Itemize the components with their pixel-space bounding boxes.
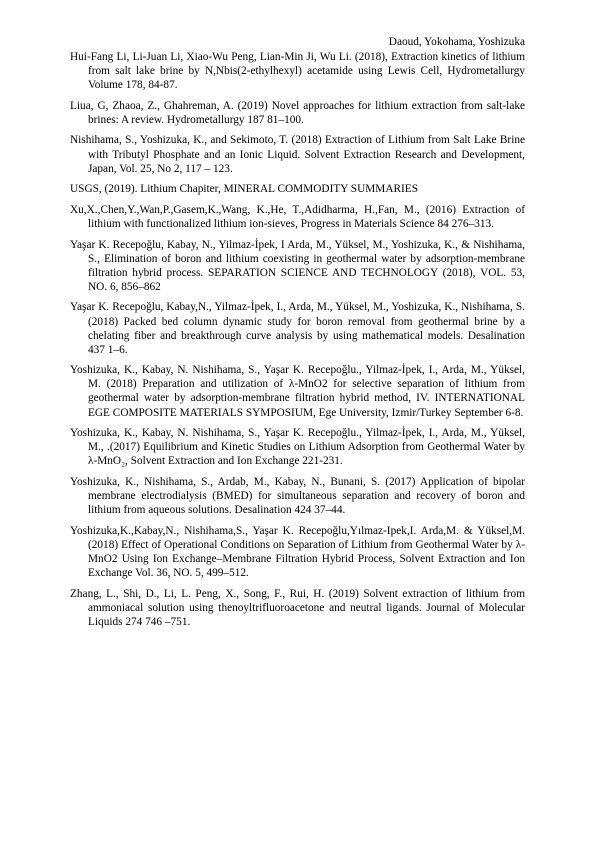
reference-entry: Yaşar K. Recepoğlu, Kabay,N., Yilmaz-İpek, I., Arda, M., Yüksel, M., Yoshizuka, K., Nishihama, S. (2018) Packed bed column dynamic study for boron removal from geothermal brine by a chelating fiber and breakthrough curve analysis by using mathematical models. Desalination 437 1–6. <box>70 301 525 356</box>
reference-entry: Zhang, L., Shi, D., Li, L. Peng, X., Song, F., Rui, H. (2019) Solvent extraction of lithium from ammoniacal solution using thenoyltrifluoroacetone and neutral ligands. Journal of Molecular Liquids 274 746 –751. <box>70 587 525 628</box>
reference-entry: USGS, (2019). Lithium Chapiter, MINERAL COMMODITY SUMMARIES <box>70 183 418 196</box>
running-header: Daoud, Yokohama, Yoshizuka <box>388 36 525 48</box>
reference-entry: Hui-Fang Li, Li-Juan Li, Xiao-Wu Peng, Lian-Min Ji, Wu Li. (2018), Extraction kinetics of lithium from salt lake brine by N,Nbis(2-ethylhexyl) acetamide using Lewis Cell, Hydrometallurgy Volume 178, 84-87. <box>70 51 525 92</box>
reference-entry: Yoshizuka, K., Kabay, N. Nishihama, S., Yaşar K. Recepoğlu., Yilmaz-İpek, I., Arda, M., Yüksel, M. (2018) Preparation and utilization of λ-MnO2 for selective separation of lithium from geothermal water by adsorption-membrane filtration hybrid method, IV. INTERNATIONAL EGE COMPOSITE MATERIALS SYMPOSIUM, Ege University, Izmir/Turkey September 6-8. <box>70 364 525 419</box>
reference-entry: Yaşar K. Recepoğlu, Kabay, N., Yilmaz-İpek, I Arda, M., Yüksel, M., Yoshizuka, K., & Nishihama, S., Elimination of boron and lithium coexisting in geothermal water by adsorption-membrane filtration hybrid process. SEPARATION SCIENCE AND TECHNOLOGY (2018), VOL. 53, NO. 6, 856–862 <box>70 238 525 293</box>
reference-entry: Yoshizuka,K.,Kabay,N., Nishihama,S., Yaşar K. Recepoğlu,Yılmaz-Ipek,I. Arda,M. & Yüksel,M. (2018) Effect of Operational Conditions on Separation of Lithium from Geothermal Water by λ-MnO2 Using Ion Exchange–Membrane Filtration Hybrid Process, Solvent Extraction and Ion Exchange Vol. 36, NO. 5, 499–512. <box>70 524 525 579</box>
reference-entry: Yoshizuka, K., Nishihama, S., Ardab, M., Kabay, N., Bunani, S. (2017) Application of bipolar membrane electrodialysis (BMED) for simultaneous separation and recovery of boron and lithium from aqueous solutions. Desalination 424 37–44. <box>70 475 525 517</box>
reference-entry: Liua, G, Zhaoa, Z., Ghahreman, A. (2019) Novel approaches for lithium extraction from salt-lake brines: A review. Hydrometallurgy 187 81–100. <box>70 99 525 126</box>
reference-list <box>70 50 525 635</box>
reference-entry: Yoshizuka, K., Kabay, N. Nishihama, S., Yaşar K. Recepoğlu., Yilmaz-İpek, I., Arda, M., Yüksel, M., .(2017) Equilibrium and Kinetic Studies on Lithium Adsorption from Geothermal Water by λ-MnO₂, Solvent Extraction and Ion Exchange 221-231. <box>70 427 525 468</box>
reference-entry: Nishihama, S., Yoshizuka, K., and Sekimoto, T. (2018) Extraction of Lithium from Salt Lake Brine with Tributyl Phosphate and an Ionic Liquid. Solvent Extraction Research and Development, Japan, Vol. 25, No 2, 117 – 123. <box>70 134 525 175</box>
reference-entry: Xu,X.,Chen,Y.,Wan,P.,Gasem,K.,Wang, K.,He, T.,Adidharma, H.,Fan, M., (2016) Extraction of lithium with functionalized lithium ion-sieves, Progress in Materials Science 84 276–313. <box>70 203 525 230</box>
